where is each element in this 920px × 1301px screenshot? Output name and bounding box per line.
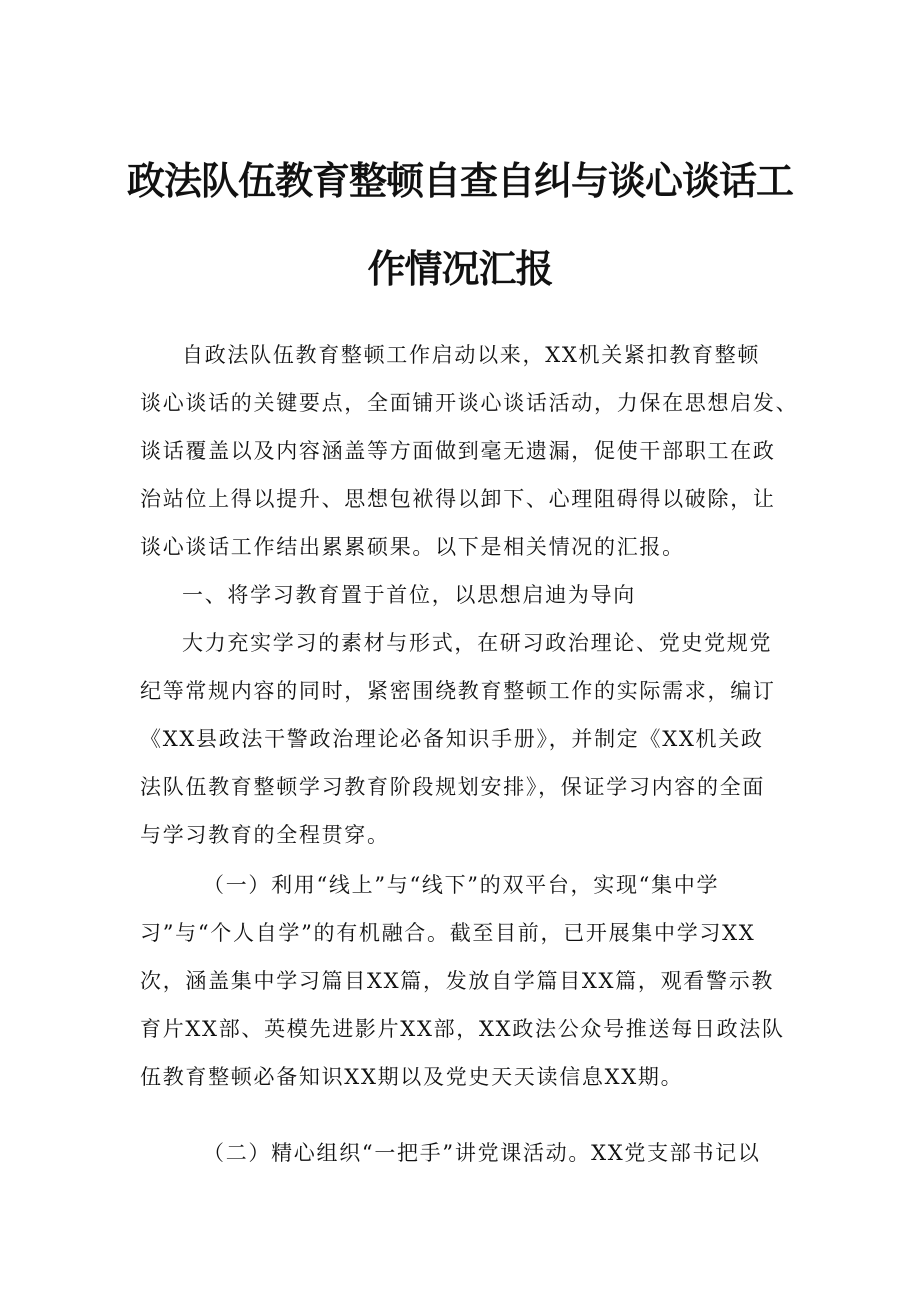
sub-item-line: （二）精心组织“一把手”讲党课活动。XX党支部书记以	[203, 1141, 761, 1165]
intro-paragraph-line: 谈话覆盖以及内容涵盖等方面做到毫无遗漏，促使干部职工在政	[140, 439, 776, 463]
intro-paragraph-line: 治站位上得以提升、思想包袱得以卸下、心理阻碍得以破除，让	[140, 487, 776, 511]
sub-item-line: 育片XX部、英模先进影片XX部，XX政法公众号推送每日政法队	[140, 1017, 785, 1041]
intro-paragraph-line: 谈心谈话工作结出累累硕果。以下是相关情况的汇报。	[140, 535, 685, 559]
body-paragraph-line: 《XX县政法干警政治理论必备知识手册》，并制定《XX机关政	[140, 727, 764, 751]
sub-item-line: 次，涵盖集中学习篇目XX篇，发放自学篇目XX篇，观看警示教	[140, 969, 775, 993]
document-title-line-1: 政法队伍教育整顿自查自纠与谈心谈话工	[126, 159, 793, 203]
body-paragraph-line: 法队伍教育整顿学习教育阶段规划安排》，保证学习内容的全面	[140, 775, 766, 799]
sub-item-line: （一）利用“线上”与“线下”的双平台，实现“集中学	[203, 873, 720, 897]
sub-item-line: 习”与“个人自学”的有机融合。截至目前，已开展集中学习XX	[140, 921, 756, 945]
sub-item-line: 伍教育整顿必备知识XX期以及党史天天读信息XX期。	[140, 1065, 684, 1089]
section-heading: 一、将学习教育置于首位，以思想启迪为导向	[182, 583, 636, 607]
document-title-line-2: 作情况汇报	[367, 247, 553, 291]
body-paragraph-line: 纪等常规内容的同时，紧密围绕教育整顿工作的实际需求，编订	[140, 679, 776, 703]
intro-paragraph-line: 谈心谈话的关键要点，全面铺开谈心谈话活动，力保在思想启发、	[140, 391, 799, 415]
intro-paragraph-line: 自政法队伍教育整顿工作启动以来，XX机关紧扣教育整顿	[182, 343, 761, 367]
body-paragraph-line: 大力充实学习的素材与形式，在研习政治理论、党史党规党	[182, 631, 773, 655]
body-paragraph-line: 与学习教育的全程贯穿。	[140, 823, 390, 847]
